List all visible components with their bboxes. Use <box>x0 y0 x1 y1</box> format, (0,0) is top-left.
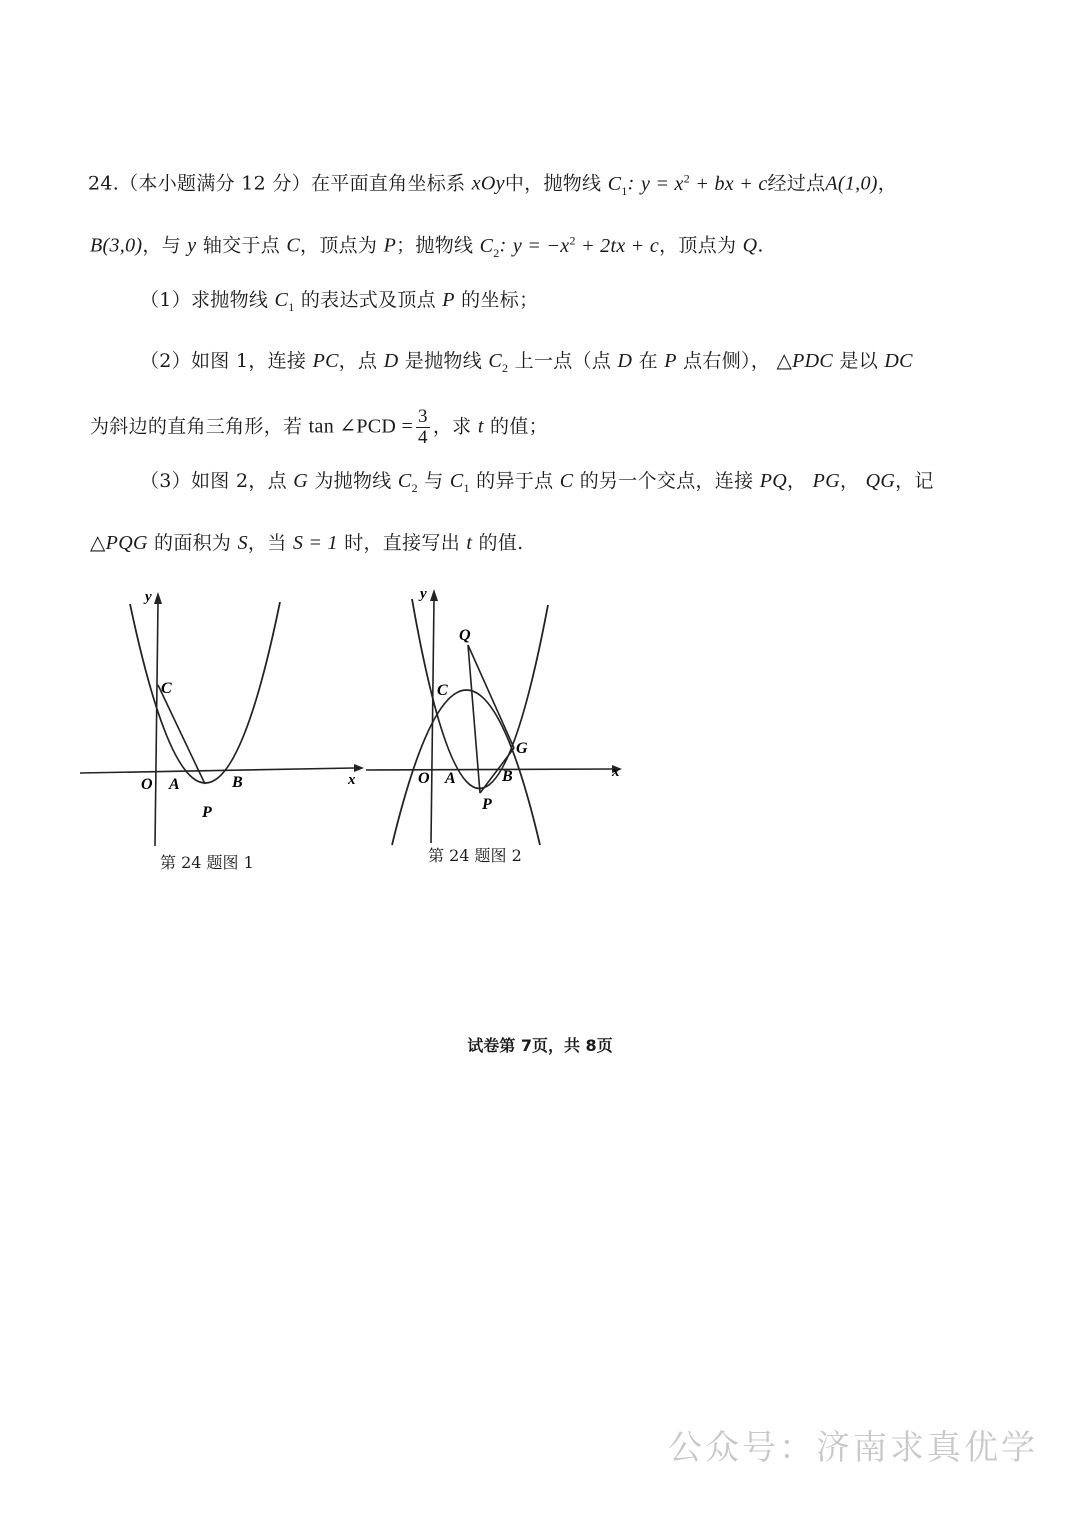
comma: ， <box>877 172 898 195</box>
label-c: C <box>437 682 448 699</box>
separator: ， <box>839 470 860 492</box>
y-axis-arrow-icon <box>430 589 438 601</box>
x-axis <box>80 768 354 773</box>
label-y: y <box>145 589 152 605</box>
point-b-coord: B(3,0) <box>90 234 143 257</box>
label-x: x <box>612 764 620 780</box>
point-d: D <box>617 350 633 372</box>
segment-pg: PG <box>812 470 840 492</box>
parabola-c2-equation: $y = -x^2 + 2tx + c$ <box>512 233 660 257</box>
var-s: S <box>237 532 248 554</box>
part2-text: 上一点（点 <box>514 350 612 372</box>
part2-text: 在 <box>638 350 658 372</box>
part3-text: 与 <box>424 470 444 492</box>
fraction-three-fourths: $\frac{3}{4}$ <box>418 406 428 448</box>
part1-label: （1） <box>140 289 191 311</box>
watermark-text: 公众号：济南求真优学 <box>668 1428 1038 1468</box>
label-b: B <box>232 774 243 791</box>
part1-text: 的表达式及顶点 <box>300 289 436 311</box>
segment-pq: PQ <box>759 470 788 492</box>
point-p: P <box>383 234 397 257</box>
part1-c1: $C_1$ <box>274 289 295 314</box>
part1-text: 求抛物线 <box>191 289 269 311</box>
figure-2-caption: 第 24 题图 2 <box>428 846 522 865</box>
label-y: y <box>420 586 427 602</box>
part3-text: ，当 <box>247 532 287 554</box>
triangle-pdc: △PDC <box>776 350 834 372</box>
part3-c2: $C_2$ <box>397 470 418 495</box>
label-p: P <box>202 804 212 821</box>
label-x: x <box>348 772 356 788</box>
part3-text: 的异于点 <box>476 470 554 492</box>
label-o: O <box>418 770 430 787</box>
figure-1 <box>78 588 368 850</box>
part2-label: （2） <box>140 350 191 372</box>
parabola-c2-curve <box>392 690 540 845</box>
coord-system: xOy <box>471 172 505 195</box>
part3-line-2 <box>90 528 524 558</box>
part3-text: 的另一个交点，连接 <box>579 470 754 492</box>
label-a: A <box>169 776 180 793</box>
part3-text: ，记 <box>895 470 934 492</box>
problem-text: 在平面直角坐标系 <box>310 172 466 195</box>
segment-dc: DC <box>884 350 913 372</box>
part2-text: ，点 <box>338 350 378 372</box>
parabola-c1-equation: $y = x^2$ + bx + c <box>640 171 768 195</box>
part2-line-1 <box>140 346 913 383</box>
problem-text: ，与 <box>142 234 181 257</box>
label-q: Q <box>459 627 471 644</box>
point-p: P <box>664 350 677 372</box>
condition-s-equals-1: S = 1 <box>292 532 338 554</box>
segment-qg: QG <box>865 470 896 492</box>
problem-text: ，顶点为 <box>300 234 378 257</box>
points-note: （本小题满分 12 分） <box>119 172 311 195</box>
label-g: G <box>516 740 528 757</box>
label-a: A <box>445 770 456 787</box>
y-axis-var: y <box>187 234 197 257</box>
page-footer: 试卷第 7页，共 8页 <box>467 1036 613 1055</box>
part3-text: 的面积为 <box>154 532 232 554</box>
part1-line <box>140 285 538 322</box>
point-g: G <box>293 470 309 492</box>
problem-text: 经过点 <box>767 172 826 195</box>
period: . <box>757 234 764 257</box>
problem-text: 轴交于点 <box>202 234 281 257</box>
label-o: O <box>141 776 153 793</box>
point-c: C <box>559 470 574 492</box>
part2-text: 点右侧）， <box>683 350 771 372</box>
problem-line-1: 24.（本小题满分 12 分）在平面直角坐标系 xOy中，抛物线 $C_1$: $y = x^2$ + bx + c经过点A(1,0)， <box>88 171 898 198</box>
part2-text: 是以 <box>839 350 879 372</box>
part2-text: 的值； <box>490 415 548 438</box>
y-axis <box>155 602 158 846</box>
part3-c1: $C_1$ <box>449 470 470 495</box>
figure-1-caption: 第 24 题图 1 <box>160 853 254 872</box>
problem-text: 中，抛物线 <box>504 172 602 195</box>
tan-expression: tan ∠PCD = <box>308 415 414 438</box>
part1-point-p: P <box>442 289 455 311</box>
segment-cp <box>158 685 205 784</box>
part2-line-2 <box>90 407 548 448</box>
label-c: C <box>161 680 172 697</box>
part2-c2: $C_2$ <box>488 350 509 375</box>
var-t: t <box>477 415 484 438</box>
point-c: C <box>286 234 301 257</box>
problem-line-2: B(3,0)，与 y 轴交于点 C，顶点为 P；抛物线 $C_2$: $y = -x^2 + 2tx + c$，顶点为 Q. <box>90 233 764 260</box>
part3-text: 时，直接写出 <box>344 532 460 554</box>
figure-2 <box>362 585 632 847</box>
segment-pc: PC <box>312 350 339 372</box>
point-q: Q <box>742 234 758 257</box>
part3-text: 的值. <box>478 532 524 554</box>
problem-number: 24. <box>88 172 120 195</box>
point-a-coord: A(1,0) <box>825 172 878 195</box>
part2-text: 为斜边的直角三角形，若 <box>90 415 303 438</box>
problem-text: ，顶点为 <box>659 234 737 257</box>
part2-text: 是抛物线 <box>404 350 482 372</box>
part2-text: 如图 1，连接 <box>191 350 307 372</box>
part3-text: 为抛物线 <box>314 470 392 492</box>
part3-label: （3） <box>140 470 191 492</box>
parabola-c2-name: $C_2$ <box>479 234 500 260</box>
figure-2-graph <box>362 585 632 847</box>
problem-text: ；抛物线 <box>396 234 474 257</box>
var-t: t <box>466 532 473 554</box>
y-axis-arrow-icon <box>154 592 162 604</box>
triangle-pqg: △PQG <box>90 532 148 554</box>
label-b: B <box>502 768 513 785</box>
part3-line-1 <box>140 466 934 503</box>
separator: ， <box>787 470 807 492</box>
x-axis <box>366 769 612 770</box>
part3-text: 如图 2，点 <box>191 470 287 492</box>
label-p: P <box>482 796 492 813</box>
figure-1-graph <box>78 588 368 850</box>
parabola-c1-curve <box>130 602 280 783</box>
part1-text: 的坐标； <box>461 289 539 311</box>
point-d: D <box>383 350 399 372</box>
part2-text: ，求 <box>432 415 472 438</box>
parabola-c1-name: $C_1$ <box>607 172 628 198</box>
